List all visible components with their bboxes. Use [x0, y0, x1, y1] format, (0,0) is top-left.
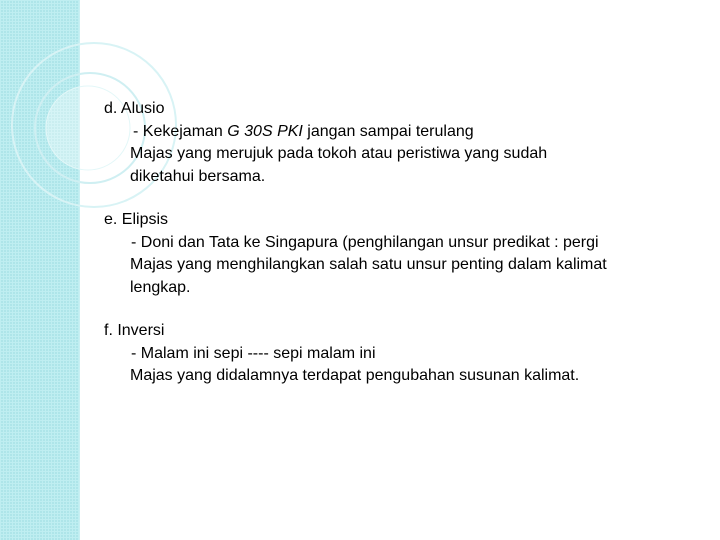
example-text-before: - Kekejaman: [133, 122, 228, 140]
example-text-after: jangan sampai terulang: [302, 122, 474, 140]
definition-line: Majas yang menghilangkan salah satu unsur penting dalam kalimat: [130, 256, 607, 273]
definition-line: lengkap.: [130, 278, 191, 296]
slide-body: [104, 98, 720, 409]
example-line: - Malam ini sepi ---- sepi malam ini: [131, 344, 376, 362]
section-heading: f. Inversi: [104, 322, 165, 339]
section-inversi: [104, 320, 720, 388]
definition-line: Majas yang didalamnya terdapat pengubahan susunan kalimat.: [130, 367, 580, 384]
section-alusio: [104, 98, 720, 188]
definition-line: Majas yang merujuk pada tokoh atau peristiwa yang sudah: [130, 145, 548, 162]
example-line: - Doni dan Tata ke Singapura (penghilangan unsur predikat : pergi: [131, 233, 599, 251]
section-heading: d. Alusio: [104, 100, 165, 117]
section-heading: e. Elipsis: [104, 211, 169, 228]
example-line: [104, 121, 720, 144]
section-elipsis: [104, 209, 720, 299]
example-italic-text: G 30S PKI: [227, 122, 303, 140]
definition-line: diketahui bersama.: [130, 167, 266, 185]
